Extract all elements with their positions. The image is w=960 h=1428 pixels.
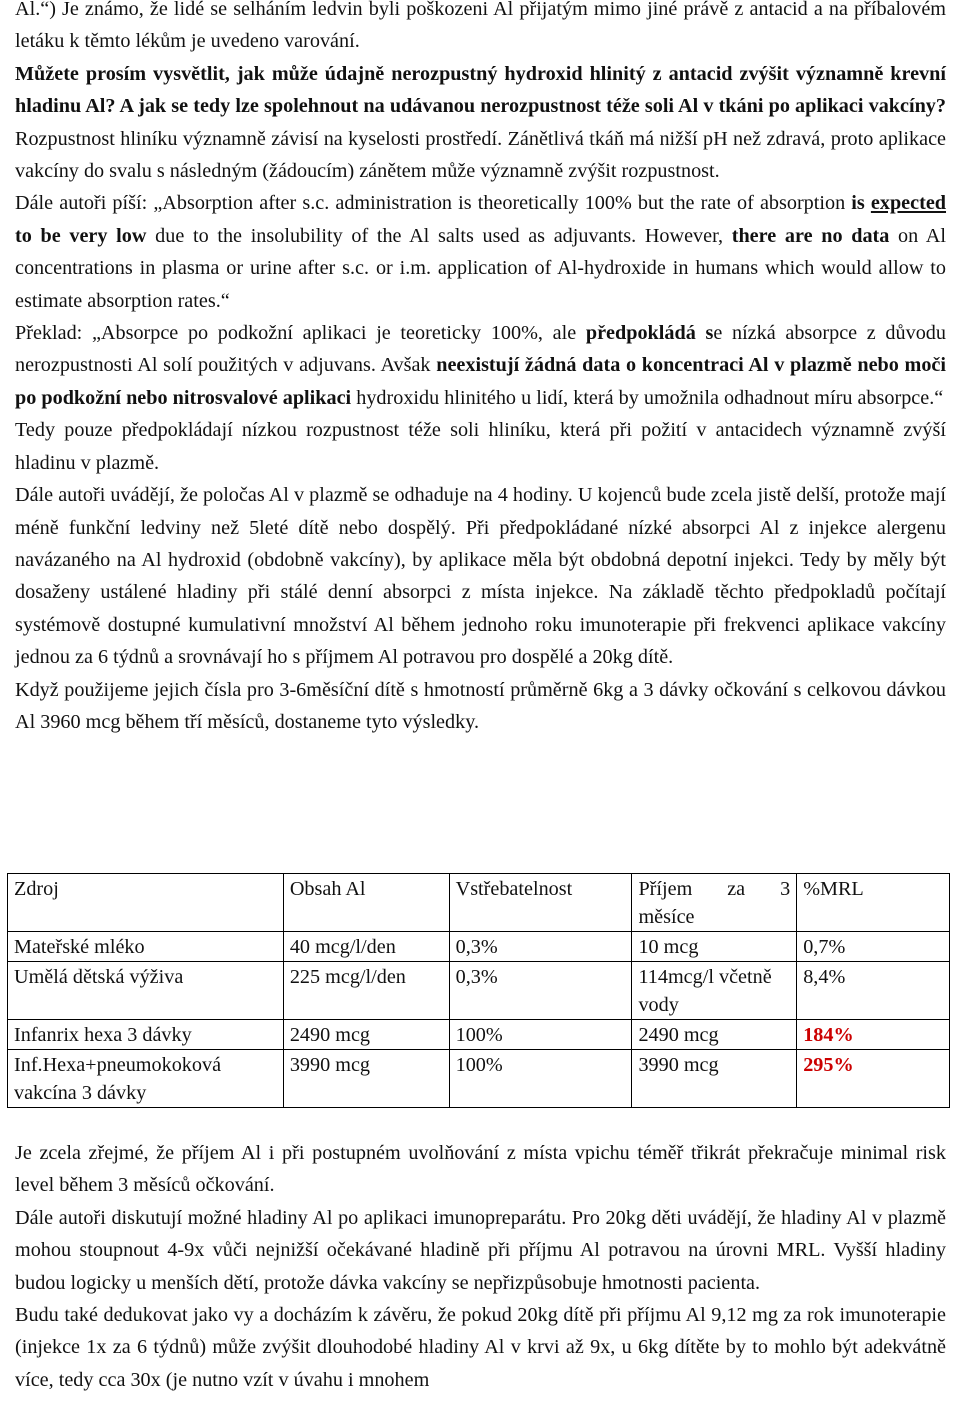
conclusion-section — [15, 1137, 946, 1396]
text: Když použijeme jejich čísla pro 3-6měsíční dítě s hmotností průměrně 6kg a 3 dávky očkování s celkovou dávkou Al 3960 mcg během tří měsíců, dostaneme tyto výsledky. — [15, 678, 946, 733]
table-cell: Umělá dětská výživa — [8, 962, 284, 1020]
bold-no-data: there are no data — [731, 224, 890, 247]
header-cell: Zdroj — [8, 874, 284, 932]
header-cell: Příjem za 3 měsíce — [632, 874, 797, 932]
text: Dále autoři diskutují možné hladiny Al po aplikaci imunopreparátu. Pro 20kg děti uvádějí, že hladiny Al v plazmě mohou stoupnout 4-9x vůči nejnižší očekávané hladině při příjmu Al potravou na úrovni MRL. Vyšší hladiny budou logicky u menších dětí, protože dávka vakcíny se nepřizpůsobuje hmotnosti pacienta. — [15, 1206, 946, 1294]
bold-no-data-cz: neexistují žádná data o koncentraci Al v plazmě nebo moči po podkožní nebo nitrosvalové aplikaci — [15, 354, 947, 409]
table-cell: 100% — [449, 1020, 632, 1050]
text: due to the insolubility of the Al salts used as adjuvants. However, — [146, 224, 732, 247]
paragraph-translation — [15, 317, 946, 414]
table-cell: Infanrix hexa 3 dávky — [8, 1020, 284, 1050]
paragraph-assumption — [15, 414, 946, 479]
table-cell: 225 mcg/l/den — [283, 962, 449, 1020]
header-cell: Obsah Al — [283, 874, 449, 932]
table-cell: 3990 mcg — [283, 1050, 449, 1108]
solubility-text: Rozpustnost hliníku významně závisí na kyselosti prostředí. Zánětlivá tkáň má nižší pH než zdravá, proto aplikace vakcíny do svalu s následným (žádoucím) zánětem může významně zvýšit rozpustnost. — [15, 127, 946, 183]
table-cell: 114mcg/l včetně vody — [632, 962, 797, 1020]
table-cell: 0,3% — [449, 962, 632, 1020]
table-row — [8, 962, 950, 1020]
bold-predpoklada: předpokládá s — [585, 322, 714, 345]
table-row — [8, 1050, 950, 1108]
intro-section — [15, 0, 946, 738]
text: on Al concentrations in plasma or urine after s.c. or i.m. application of Al-hydroxide in humans which would allow to estimate absorption rates.“ — [15, 224, 946, 312]
table-cell: Inf.Hexa+pneumokoková vakcína 3 dávky — [8, 1050, 284, 1108]
text: Je zcela zřejmé, že příjem Al i při postupném uvolňování z místa vpichu téměř třikrát překračuje minimal risk level během 3 měsíců očkování. — [15, 1142, 946, 1197]
table-row — [8, 1020, 950, 1050]
text: Tedy pouze předpokládají nízkou rozpustnost téže soli hliníku, která při požití v antacidech významně zvýší hladinu v plazmě. — [15, 419, 946, 474]
underlined-expected: expected — [870, 192, 947, 215]
paragraph-antacid-warning — [15, 0, 946, 58]
header-cell: %MRL — [797, 874, 950, 932]
paragraph-deduction — [15, 1299, 946, 1396]
question-text: Můžete prosím vysvětlit, jak může údajně nerozpustný hydroxid hlinitý z antacid zvýšit významně krevní hladinu Al? A jak se tedy lze spolehnout na udávanou nerozpustnost téže soli Al v tkáni po aplikaci vakcíny? — [15, 62, 946, 118]
table-header-row — [8, 874, 950, 932]
aluminium-intake-table — [7, 873, 950, 1108]
table-row — [8, 932, 950, 962]
paragraph-plasma-levels — [15, 1202, 946, 1299]
table-cell: 2490 mcg — [283, 1020, 449, 1050]
paragraph-calculation — [15, 674, 946, 739]
table-cell: 8,4% — [797, 962, 950, 1020]
mrl-exceeded-value: 184% — [797, 1020, 950, 1050]
text: Překlad: „Absorpce po podkožní aplikaci je teoreticky 100%, ale — [15, 322, 586, 345]
table-cell: 3990 mcg — [632, 1050, 797, 1108]
text: hydroxidu hlinitého u lidí, která by umožnila odhadnout míru absorpce.“ — [351, 386, 944, 409]
bold-to-be-very-low: to be very low — [15, 224, 147, 247]
table-cell: 100% — [449, 1050, 632, 1108]
paragraph-question — [15, 58, 946, 188]
paragraph-english-quote — [15, 187, 946, 317]
table-cell: 0,7% — [797, 932, 950, 962]
text: e nízká absorpce z důvodu nerozpustnosti Al solí použitých v adjuvans. Avšak — [15, 322, 946, 377]
header-cell: Vstřebatelnost — [449, 874, 632, 932]
table-cell: 0,3% — [449, 932, 632, 962]
bold-is: is — [851, 192, 871, 215]
table-cell: Mateřské mléko — [8, 932, 284, 962]
table-cell: 10 mcg — [632, 932, 797, 962]
table-cell: 2490 mcg — [632, 1020, 797, 1050]
text: Al.“) Je známo, že lidé se selháním ledvin byli poškozeni Al přijatým mimo jiné právě z antacid a na příbalovém letáku k těmto lékům je uvedeno varování. — [15, 0, 946, 53]
mrl-exceeded-value: 295% — [797, 1050, 950, 1108]
text: Dále autoři uvádějí, že poločas Al v plazmě se odhaduje na 4 hodiny. U kojenců bude zcela jistě delší, protože mají méně funkční ledviny než 5leté dítě nebo dospělý. Při předpokládané nízké absorpci Al z injekce alergenu navázaného na Al hydroxid (obdobně vakcíny), by aplikace měla být obdobná depotní injekci. Tedy by měly být dosaženy ustálené hladiny při stálé denní absorpci z místa injekce. Na základě těchto předpokladů počítají systémově dostupné kumulativní množství Al během jednoho roku imunoterapie při frekvenci aplikace vakcíny jednou za 6 týdnů a srovnávají ho s příjmem Al potravou pro dospělé a 20kg dítě. — [15, 484, 946, 669]
text: Dále autoři píší: „Absorption after s.c. administration is theoretically 100% but the rate of absorption — [15, 192, 852, 215]
paragraph-conclusion — [15, 1137, 946, 1202]
paragraph-half-life — [15, 479, 946, 673]
table-cell: 40 mcg/l/den — [283, 932, 449, 962]
text: Budu také dedukovat jako vy a docházím k závěru, že pokud 20kg dítě při příjmu Al 9,12 mg za rok imunoterapie (injekce 1x za 6 týdnů) může zvýšit dlouhodobé hladiny Al v krvi až 9x, u 6kg dítěte by to mohlo být adekvátně více, tedy cca 30x (je nutno vzít v úvahu i mnohem — [15, 1304, 946, 1391]
